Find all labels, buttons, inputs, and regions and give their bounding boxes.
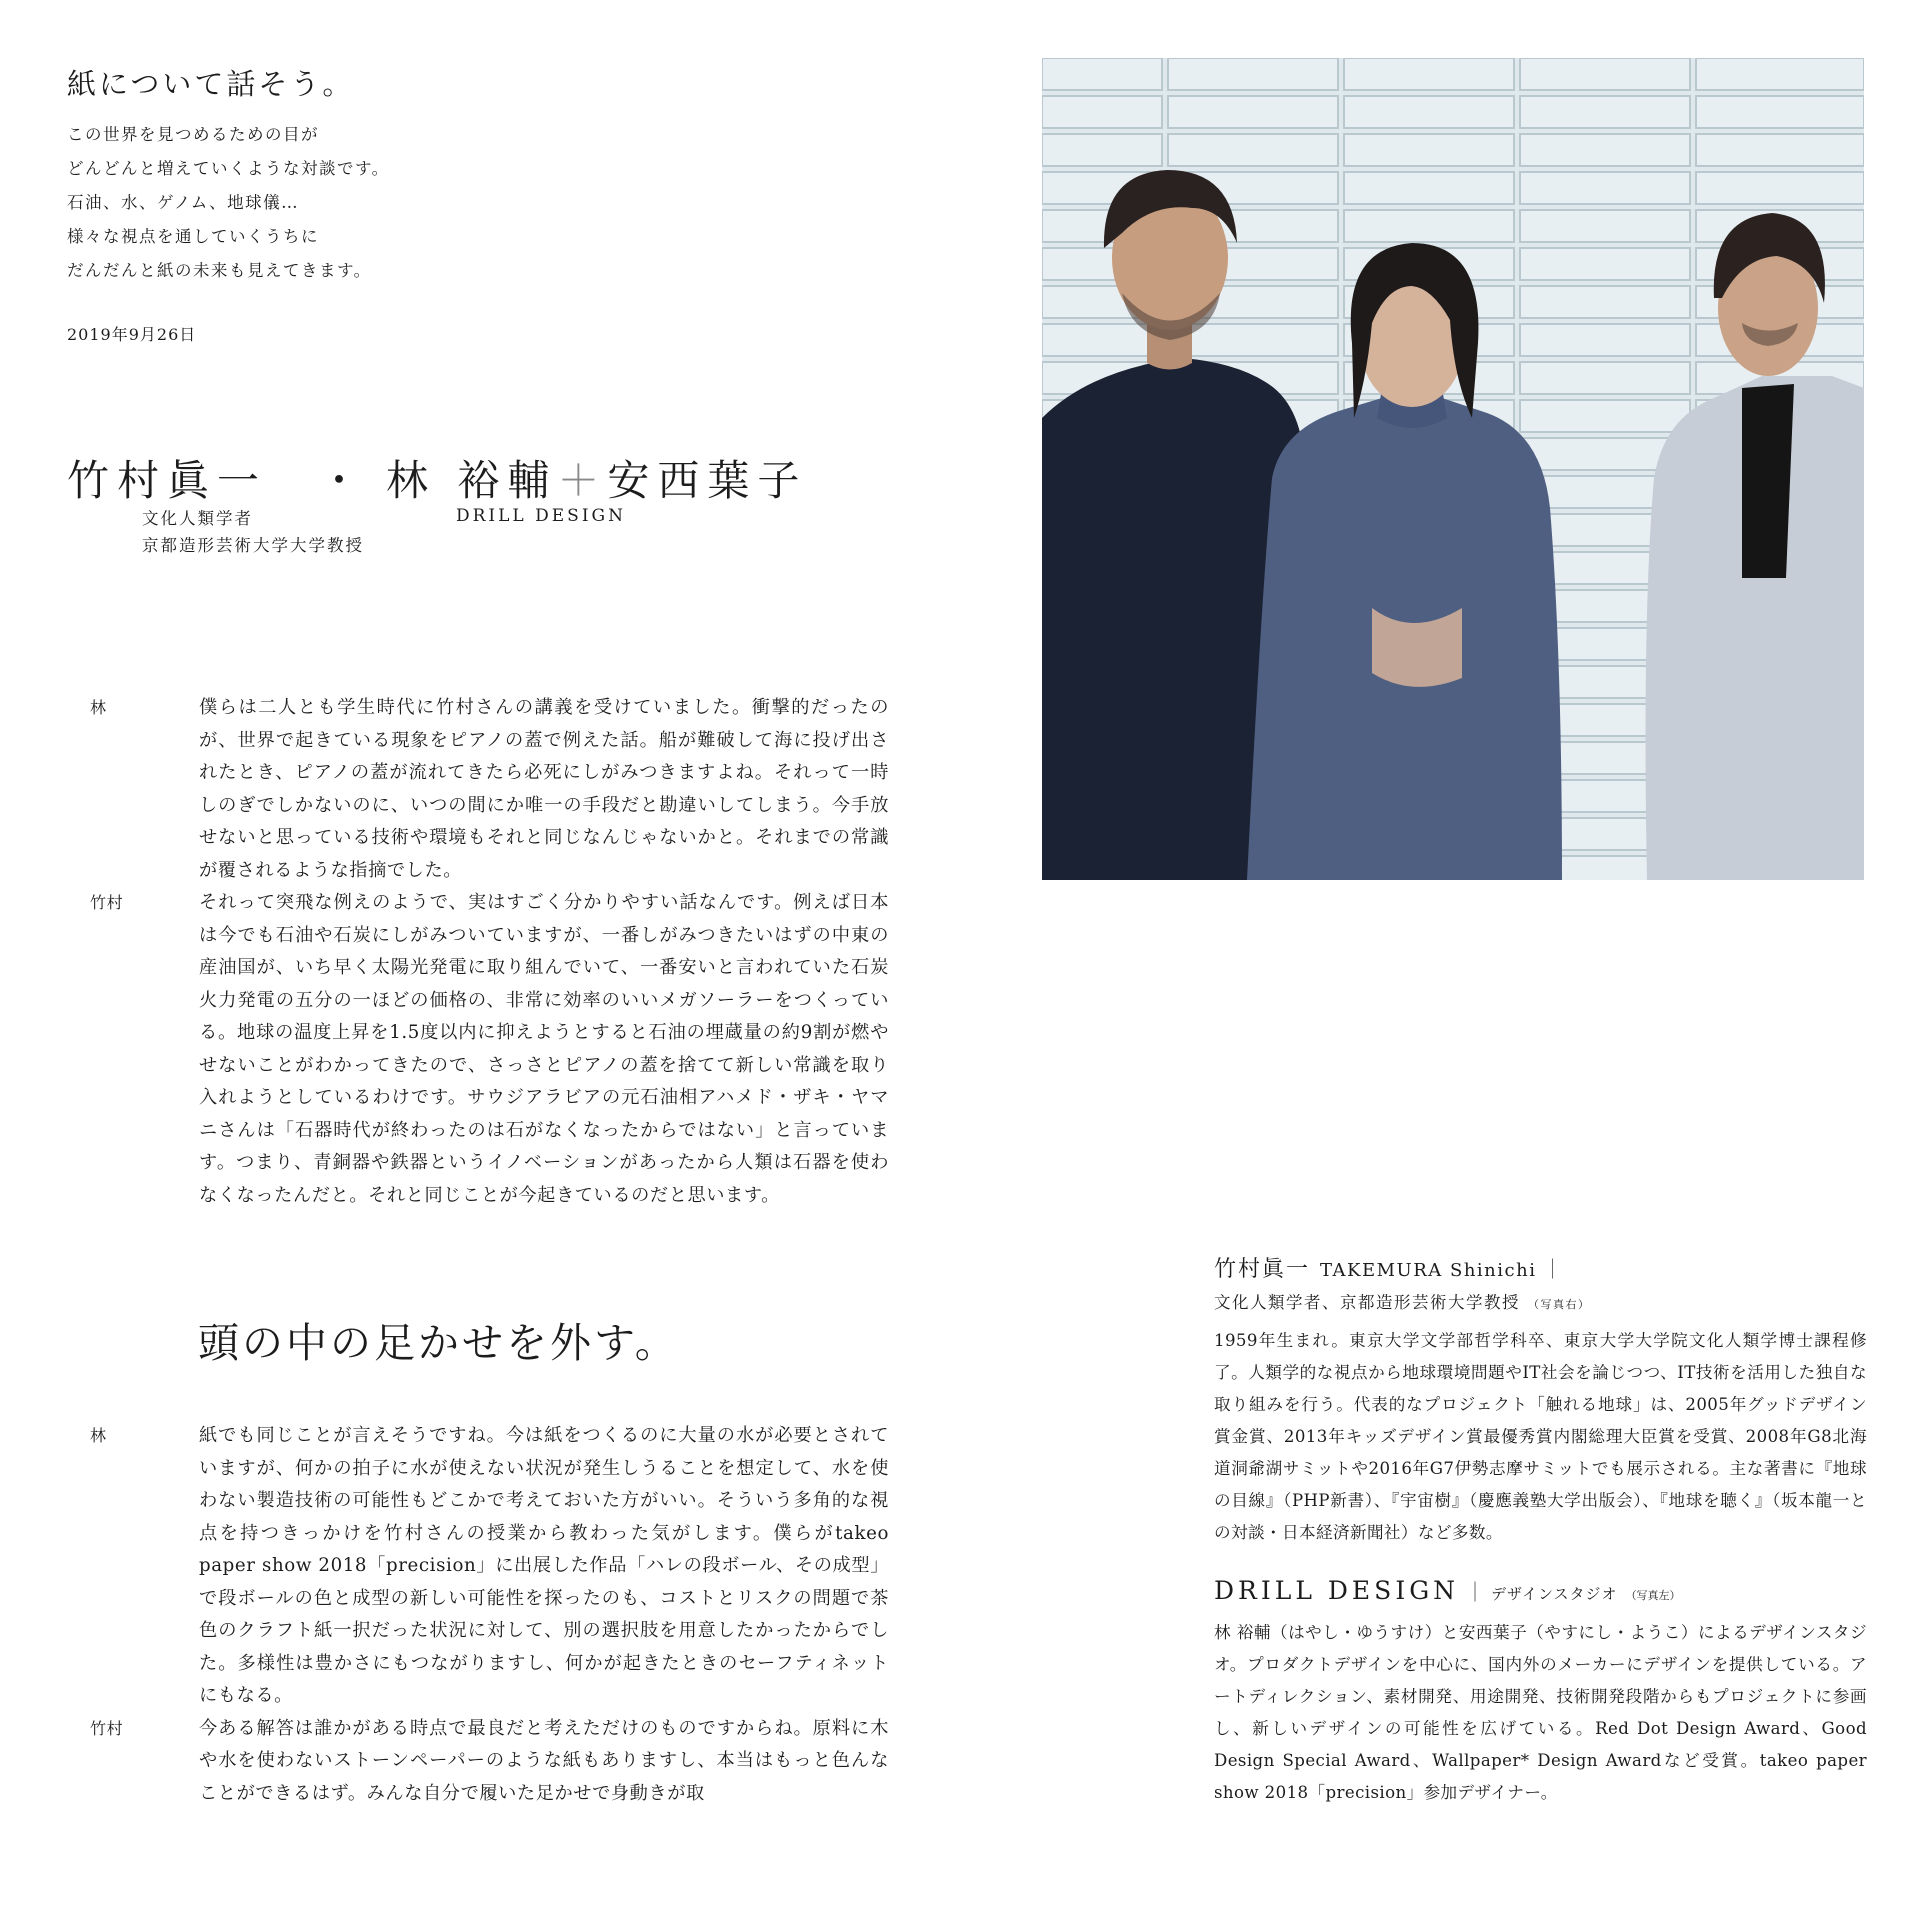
dialogue-turn (90, 1420, 890, 1713)
plus-separator: ＋ (557, 456, 608, 505)
profile-subtitle (1214, 1289, 1867, 1313)
dialogue-block (90, 1420, 890, 1810)
profile-name-en: DRILL DESIGN (1214, 1576, 1460, 1605)
dialogue-block (90, 692, 890, 1212)
photo-illustration (1042, 58, 1864, 880)
intro-line: この世界を見つめるための目が (67, 125, 319, 144)
profile-bio: 林 裕輔（はやし・ゆうすけ）と安西葉子（やすにし・ようこ）によるデザインスタジオ。プロダクトデザインを中心に、国内外のメーカーにデザインを提供している。アートディレクション、素材開発、用途開発、技術開発段階からもプロジェクトに参画し、新しいデザインの可能性を広げている。Red Dot Design Award、Good Design Special Award、Wallpaper* Design Awardなど受賞。takeo paper show 2018「precision」参加デザイナー。 (1214, 1623, 1867, 1802)
intro-text (67, 118, 390, 288)
host-names (386, 448, 807, 508)
profile-heading (1214, 1252, 1867, 1283)
profile-name-en: TAKEMURA Shinichi (1320, 1260, 1537, 1281)
speaker-label: 林 (90, 698, 107, 717)
speech-text: それって突飛な例えのようで、実はすごく分かりやすい話なんです。例えば日本は今でも石油や石炭にしがみついていますが、一番しがみつきたいはずの中東の産油国が、いち早く太陽光発電に取り組んでいて、一番安いと言われていた石炭火力発電の五分の一ほどの価格の、非常に効率のいいメガソーラーをつくっている。地球の温度上昇を1.5度以内に抑えようとすると石油の埋蔵量の約9割が燃やせないことがわかってきたので、さっさとピアノの蓋を捨てて新しい常識を取り入れようとしているわけです。サウジアラビアの元石油相アハメド・ザキ・ヤマニさんは「石器時代が終わったのは石がなくなったからではない」と言っています。つまり、青銅器や鉄器というイノベーションがあったから人類は石器を使わなくなったんだと。それと同じことが今起きているのだと思います。 (199, 892, 889, 1206)
speaker-label: 竹村 (90, 1718, 124, 1738)
intro-line: 石油、水、ゲノム、地球儀… (67, 193, 300, 212)
host-name-2: 安西葉子 (607, 456, 808, 505)
host-name-1: 林 裕輔 (386, 456, 558, 505)
photo-position-note: （写真左） (1625, 1589, 1681, 1602)
speech-text: 紙でも同じことが言えそうですね。今は紙をつくるのに大量の水が必要とされていますが、何かの拍子に水が使えない状況が発生しうることを想定して、水を使わない製造技術の可能性もどこかで考えておいた方がいい。そういう多角的な視点を持つきっかけを竹村さんの授業から教わった気がします。僕らがtakeo paper show 2018「precision」に出展した作品「ハレの段ボール、その成型」で段ボールの色と成型の新しい可能性を探ったのも、コストとリスクの問題で茶色のクラフト紙一択だった状況に対して、別の選択肢を用意したかったからでした。多様性は豊かさにもつながりますし、何かが起きたときのセーフティネットにもなる。 (199, 1425, 889, 1706)
profile-bio: 1959年生まれ。東京大学文学部哲学科卒、東京大学大学院文化人類学博士課程修了。人類学的な視点から地球環境問題やIT社会を論じつつ、IT技術を活用した独自な取り組みを行う。代表的なプロジェクト「触れる地球」は、2005年グッドデザイン賞金賞、2013年キッズデザイン賞最優秀賞内閣総理大臣賞を受賞、2008年G8北海道洞爺湖サミットや2016年G7伊勢志摩サミットでも展示される。主な著書に『地球の目線』（PHP新書）、『宇宙樹』（慶應義塾大学出版会）、『地球を聴く』（坂本龍一との対談・日本経済新聞社）など多数。 (1214, 1331, 1867, 1542)
guest-role-line: 京都造形芸術大学大学教授 (142, 536, 364, 555)
speaker-label: 竹村 (90, 893, 124, 912)
site-title: 紙について話そう。 (67, 67, 355, 101)
name-separator: ・ (318, 456, 361, 505)
intro-line: だんだんと紙の未来も見えてきます。 (67, 261, 372, 280)
dialogue-turn (90, 1713, 890, 1811)
dialogue-turn (90, 692, 890, 887)
host-role: DRILL DESIGN (456, 506, 626, 526)
section-heading: 頭の中の足かせを外す。 (198, 1319, 679, 1367)
guest-role (142, 505, 364, 559)
speaker-label: 林 (90, 1426, 107, 1445)
speech-text: 今ある解答は誰かがある時点で最良だと考えただけのものですからね。原料に木や水を使わないストーンペーパーのような紙もありますし、本当はもっと色んなことができるはず。みんな自分で履いた足かせで身動きが取 (199, 1717, 889, 1804)
profile-divider: ｜ (1465, 1580, 1486, 1604)
profile-drill-design (1214, 1576, 1867, 1809)
guest-name: 竹村眞一 (67, 456, 268, 505)
intro-line: 様々な視点を通していくうちに (67, 227, 319, 246)
dialogue-turn (90, 887, 890, 1212)
photo-position-note: （写真右） (1528, 1298, 1591, 1311)
guest-role-line: 文化人類学者 (142, 509, 253, 528)
profile-heading (1214, 1576, 1867, 1605)
profile-name-ja: 竹村眞一 (1214, 1257, 1311, 1282)
profile-divider: ｜ (1542, 1257, 1563, 1281)
intro-line: どんどんと増えていくような対談です。 (67, 159, 390, 178)
profile-takemura (1214, 1252, 1867, 1549)
speech-text: 僕らは二人とも学生時代に竹村さんの講義を受けていました。衝撃的だったのが、世界で起きている現象をピアノの蓋で例えた話。船が難破して海に投げ出されたとき、ピアノの蓋が流れてきたら必死にしがみつきますよね。それって一時しのぎでしかないのに、いつの間にか唯一の手段だと勘違いしてしまう。今手放せないと思っている技術や環境もそれと同じなんじゃないかと。それまでの常識が覆されるような指摘でした。 (199, 697, 889, 881)
profile-subtitle-text: デザインスタジオ (1491, 1585, 1618, 1603)
profile-subtitle-text: 文化人類学者、京都造形芸術大学教授 (1214, 1293, 1520, 1312)
publish-date: 2019年9月26日 (67, 325, 197, 344)
portrait-photo (1042, 58, 1864, 880)
